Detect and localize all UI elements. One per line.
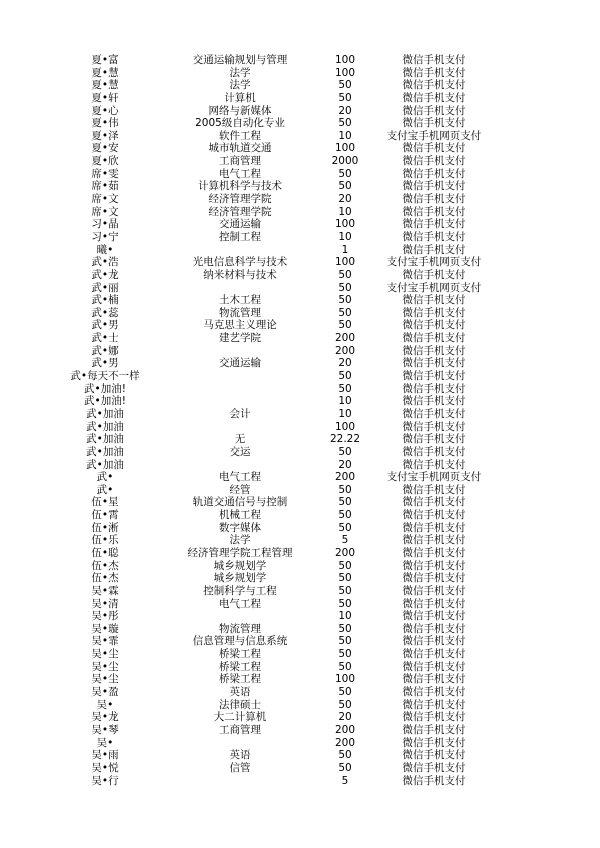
donor-name-cell: 伍•杰 <box>91 572 119 585</box>
major-cell: 城市轨道交通 <box>208 142 272 155</box>
donor-name-cell: 夏•欣 <box>91 155 119 168</box>
amount-cell: 50 <box>338 167 352 180</box>
payment-method-cell: 微信手机支付 <box>402 774 466 787</box>
donor-name-cell: 夏•慧 <box>91 79 119 92</box>
donor-name-cell: 伍•杰 <box>91 559 119 572</box>
donor-name-cell: 夏•安 <box>91 142 119 155</box>
payment-method-cell: 微信手机支付 <box>402 483 466 496</box>
table-row <box>0 547 600 560</box>
major-cell: 信息管理与信息系统 <box>192 635 288 648</box>
donor-name-cell: 席•茹 <box>91 180 119 193</box>
payment-method-cell: 微信手机支付 <box>402 243 466 256</box>
payment-method-cell: 微信手机支付 <box>402 660 466 673</box>
amount-cell: 20 <box>338 711 352 724</box>
table-row <box>0 395 600 408</box>
payment-method-cell: 微信手机支付 <box>402 205 466 218</box>
major-cell: 法学 <box>229 66 251 79</box>
table-row <box>0 180 600 193</box>
payment-method-cell: 微信手机支付 <box>402 509 466 522</box>
table-row <box>0 307 600 320</box>
payment-method-cell: 微信手机支付 <box>402 584 466 597</box>
donor-name-cell: 武•娜 <box>91 344 119 357</box>
major-cell: 数字媒体 <box>219 521 261 534</box>
major-cell: 物流管理 <box>219 622 261 635</box>
major-cell: 光电信息科学与技术 <box>192 256 288 269</box>
major-cell: 法律硕士 <box>219 698 261 711</box>
donor-name-cell: 夏•慧 <box>91 66 119 79</box>
payment-method-cell: 支付宝手机网页支付 <box>386 471 482 484</box>
payment-method-cell: 微信手机支付 <box>402 117 466 130</box>
payment-method-cell: 微信手机支付 <box>402 698 466 711</box>
donor-name-cell: 曦• <box>96 243 114 256</box>
amount-cell: 50 <box>338 509 352 522</box>
amount-cell: 50 <box>338 370 352 383</box>
table-row <box>0 67 600 80</box>
table-row <box>0 673 600 686</box>
table-row <box>0 686 600 699</box>
amount-cell: 50 <box>338 559 352 572</box>
table-row <box>0 155 600 168</box>
amount-cell: 100 <box>334 673 356 686</box>
amount-cell: 100 <box>334 54 356 66</box>
table-row <box>0 585 600 598</box>
amount-cell: 20 <box>338 458 352 471</box>
payment-method-cell: 微信手机支付 <box>402 597 466 610</box>
donor-name-cell: 武• <box>96 471 114 484</box>
table-row <box>0 218 600 231</box>
amount-cell: 100 <box>334 218 356 231</box>
amount-cell: 5 <box>341 774 349 787</box>
table-row <box>0 484 600 497</box>
payment-method-cell: 微信手机支付 <box>402 749 466 762</box>
payment-method-cell: 微信手机支付 <box>402 155 466 168</box>
donor-name-cell: 吴•琴 <box>91 723 119 736</box>
amount-cell: 10 <box>338 395 352 408</box>
amount-cell: 50 <box>338 761 352 774</box>
table-row <box>0 572 600 585</box>
table-row <box>0 168 600 181</box>
amount-cell: 100 <box>334 420 356 433</box>
payment-method-cell: 微信手机支付 <box>402 218 466 231</box>
table-row <box>0 598 600 611</box>
major-cell: 软件工程 <box>219 129 261 142</box>
table-row <box>0 193 600 206</box>
major-cell: 马克思主义理论 <box>203 319 277 332</box>
payment-method-cell: 微信手机支付 <box>402 622 466 635</box>
amount-cell: 50 <box>338 749 352 762</box>
major-cell: 交通运输规划与管理 <box>192 54 288 66</box>
table-row <box>0 737 600 750</box>
amount-cell: 50 <box>338 686 352 699</box>
major-cell: 经管 <box>229 483 251 496</box>
table-row <box>0 383 600 396</box>
major-cell: 2005级自动化专业 <box>195 117 285 130</box>
table-row <box>0 357 600 370</box>
donor-name-cell: 夏•心 <box>91 104 119 117</box>
payment-method-cell: 微信手机支付 <box>402 496 466 509</box>
donor-name-cell: 武•加油 <box>86 433 124 446</box>
table-row <box>0 105 600 118</box>
donor-name-cell: 吴•霖 <box>91 584 119 597</box>
payment-method-cell: 微信手机支付 <box>402 79 466 92</box>
major-cell: 会计 <box>229 407 251 420</box>
payment-method-cell: 微信手机支付 <box>402 370 466 383</box>
major-cell: 城乡规划学 <box>213 559 267 572</box>
payment-method-cell: 微信手机支付 <box>402 382 466 395</box>
donor-name-cell: 伍•淅 <box>91 521 119 534</box>
amount-cell: 50 <box>338 648 352 661</box>
table-row <box>0 92 600 105</box>
table-row <box>0 446 600 459</box>
donor-name-cell: 夏•伟 <box>91 117 119 130</box>
payment-method-cell: 微信手机支付 <box>402 673 466 686</box>
major-cell: 信管 <box>229 761 251 774</box>
donor-name-cell: 习•晶 <box>91 218 119 231</box>
donor-name-cell: 吴•彤 <box>91 610 119 623</box>
major-cell: 桥梁工程 <box>219 673 261 686</box>
payment-method-cell: 微信手机支付 <box>402 104 466 117</box>
amount-cell: 50 <box>338 79 352 92</box>
table-row <box>0 560 600 573</box>
table-row <box>0 775 600 788</box>
table-row <box>0 319 600 332</box>
table-row <box>0 54 600 67</box>
payment-method-cell: 微信手机支付 <box>402 521 466 534</box>
donor-name-cell: 武•士 <box>91 332 119 345</box>
payment-method-cell: 微信手机支付 <box>402 420 466 433</box>
payment-method-cell: 微信手机支付 <box>402 344 466 357</box>
table-row <box>0 749 600 762</box>
payment-method-cell: 微信手机支付 <box>402 711 466 724</box>
payment-method-cell: 微信手机支付 <box>402 445 466 458</box>
donor-name-cell: 武•加油 <box>86 407 124 420</box>
donor-name-cell: 武• <box>96 483 114 496</box>
donor-name-cell: 吴•尘 <box>91 660 119 673</box>
payment-method-cell: 微信手机支付 <box>402 142 466 155</box>
amount-cell: 5 <box>341 534 349 547</box>
donor-name-cell: 伍•聪 <box>91 546 119 559</box>
amount-cell: 20 <box>338 357 352 370</box>
major-cell: 建艺学院 <box>219 332 261 345</box>
payment-method-cell: 微信手机支付 <box>402 686 466 699</box>
amount-cell: 200 <box>334 344 356 357</box>
payment-method-cell: 微信手机支付 <box>402 458 466 471</box>
payment-method-cell: 微信手机支付 <box>402 357 466 370</box>
donor-name-cell: 武•浩 <box>91 256 119 269</box>
amount-cell: 50 <box>338 597 352 610</box>
amount-cell: 22.22 <box>329 433 361 446</box>
amount-cell: 50 <box>338 584 352 597</box>
donor-name-cell: 武•蕊 <box>91 306 119 319</box>
donor-name-cell: 武•男 <box>91 357 119 370</box>
payment-method-cell: 微信手机支付 <box>402 230 466 243</box>
payment-method-cell: 微信手机支付 <box>402 332 466 345</box>
payment-method-cell: 微信手机支付 <box>402 572 466 585</box>
payment-method-cell: 微信手机支付 <box>402 736 466 749</box>
amount-cell: 50 <box>338 483 352 496</box>
donor-name-cell: 夏•泽 <box>91 129 119 142</box>
payment-method-cell: 微信手机支付 <box>402 534 466 547</box>
major-cell: 轨道交通信号与控制 <box>192 496 288 509</box>
amount-cell: 50 <box>338 445 352 458</box>
major-cell: 网络与新媒体 <box>208 104 272 117</box>
major-cell: 计算机科学与技术 <box>198 180 282 193</box>
table-row <box>0 294 600 307</box>
amount-cell: 200 <box>334 471 356 484</box>
major-cell: 计算机 <box>224 91 256 104</box>
table-row <box>0 724 600 737</box>
amount-cell: 50 <box>338 382 352 395</box>
major-cell: 工商管理 <box>219 155 261 168</box>
major-cell: 控制科学与工程 <box>203 584 277 597</box>
donor-name-cell: 武•加油 <box>86 445 124 458</box>
major-cell: 电气工程 <box>219 597 261 610</box>
major-cell: 大二计算机 <box>213 711 267 724</box>
table-row <box>0 130 600 143</box>
table-row <box>0 332 600 345</box>
table-row <box>0 282 600 295</box>
donor-name-cell: 吴•悦 <box>91 761 119 774</box>
amount-cell: 50 <box>338 635 352 648</box>
major-cell: 英语 <box>229 686 251 699</box>
major-cell: 物流管理 <box>219 306 261 319</box>
amount-cell: 20 <box>338 104 352 117</box>
table-row <box>0 408 600 421</box>
payment-method-cell: 微信手机支付 <box>402 433 466 446</box>
donor-name-cell: 夏•轩 <box>91 91 119 104</box>
donor-name-cell: 武•加油 <box>86 420 124 433</box>
major-cell: 控制工程 <box>219 230 261 243</box>
amount-cell: 50 <box>338 319 352 332</box>
major-cell: 法学 <box>229 79 251 92</box>
amount-cell: 50 <box>338 660 352 673</box>
major-cell: 英语 <box>229 749 251 762</box>
donor-name-cell: 武•加油 <box>86 458 124 471</box>
payment-method-cell: 支付宝手机网页支付 <box>386 281 482 294</box>
donor-name-cell: 吴•盈 <box>91 686 119 699</box>
donor-name-cell: 武•加油! <box>84 382 126 395</box>
major-cell: 法学 <box>229 534 251 547</box>
table-row <box>0 117 600 130</box>
donor-name-cell: 武•每天不一样 <box>70 370 140 383</box>
amount-cell: 50 <box>338 268 352 281</box>
major-cell: 纳米材料与技术 <box>203 268 277 281</box>
table-row <box>0 471 600 484</box>
major-cell: 机械工程 <box>219 509 261 522</box>
donor-name-cell: 伍•霄 <box>91 509 119 522</box>
payment-method-cell: 微信手机支付 <box>402 559 466 572</box>
donor-name-cell: 夏•富 <box>91 54 119 66</box>
amount-cell: 50 <box>338 117 352 130</box>
table-row <box>0 256 600 269</box>
payment-method-cell: 微信手机支付 <box>402 635 466 648</box>
payment-method-cell: 微信手机支付 <box>402 723 466 736</box>
table-row <box>0 269 600 282</box>
table-row <box>0 433 600 446</box>
payment-method-cell: 微信手机支付 <box>402 610 466 623</box>
amount-cell: 50 <box>338 698 352 711</box>
amount-cell: 10 <box>338 407 352 420</box>
payment-method-cell: 微信手机支付 <box>402 761 466 774</box>
payment-method-cell: 微信手机支付 <box>402 546 466 559</box>
major-cell: 经济管理学院 <box>208 193 272 206</box>
donor-name-cell: 武•龙 <box>91 268 119 281</box>
major-cell: 工商管理 <box>219 723 261 736</box>
table-row <box>0 231 600 244</box>
payment-method-cell: 支付宝手机网页支付 <box>386 129 482 142</box>
amount-cell: 200 <box>334 546 356 559</box>
amount-cell: 200 <box>334 736 356 749</box>
payment-method-cell: 支付宝手机网页支付 <box>386 256 482 269</box>
amount-cell: 10 <box>338 610 352 623</box>
amount-cell: 10 <box>338 205 352 218</box>
payment-method-cell: 微信手机支付 <box>402 294 466 307</box>
amount-cell: 10 <box>338 230 352 243</box>
donor-name-cell: 吴• <box>96 736 114 749</box>
table-row <box>0 610 600 623</box>
payment-method-cell: 微信手机支付 <box>402 180 466 193</box>
table-row <box>0 534 600 547</box>
payment-method-cell: 微信手机支付 <box>402 395 466 408</box>
donor-name-cell: 吴•尘 <box>91 648 119 661</box>
major-cell: 经济管理学院工程管理 <box>187 546 293 559</box>
table-row <box>0 509 600 522</box>
table-row <box>0 522 600 535</box>
amount-cell: 100 <box>334 256 356 269</box>
amount-cell: 200 <box>334 723 356 736</box>
payment-method-cell: 微信手机支付 <box>402 268 466 281</box>
amount-cell: 50 <box>338 281 352 294</box>
table-row <box>0 699 600 712</box>
donor-name-cell: 吴•清 <box>91 597 119 610</box>
payment-method-cell: 微信手机支付 <box>402 193 466 206</box>
amount-cell: 50 <box>338 622 352 635</box>
table-row <box>0 79 600 92</box>
major-cell: 城乡规划学 <box>213 572 267 585</box>
major-cell: 桥梁工程 <box>219 648 261 661</box>
amount-cell: 10 <box>338 129 352 142</box>
table-row <box>0 206 600 219</box>
donor-name-cell: 吴• <box>96 698 114 711</box>
donor-name-cell: 伍•星 <box>91 496 119 509</box>
major-cell: 土木工程 <box>219 294 261 307</box>
table-row <box>0 244 600 257</box>
donor-name-cell: 伍•乐 <box>91 534 119 547</box>
amount-cell: 100 <box>334 142 356 155</box>
amount-cell: 50 <box>338 91 352 104</box>
payment-method-cell: 微信手机支付 <box>402 306 466 319</box>
donor-name-cell: 席•文 <box>91 205 119 218</box>
amount-cell: 50 <box>338 294 352 307</box>
table-row <box>0 345 600 358</box>
major-cell: 交运 <box>229 445 251 458</box>
table-row <box>0 623 600 636</box>
major-cell: 经济管理学院 <box>208 205 272 218</box>
table-row <box>0 421 600 434</box>
table-row <box>0 496 600 509</box>
major-cell: 桥梁工程 <box>219 660 261 673</box>
amount-cell: 1 <box>341 243 349 256</box>
amount-cell: 20 <box>338 193 352 206</box>
donor-name-cell: 吴•雨 <box>91 749 119 762</box>
amount-cell: 100 <box>334 66 356 79</box>
major-cell: 无 <box>234 433 246 446</box>
donor-name-cell: 武•丽 <box>91 281 119 294</box>
table-row <box>0 762 600 775</box>
donation-table <box>0 54 600 787</box>
donor-name-cell: 吴•霏 <box>91 635 119 648</box>
major-cell: 交通运输 <box>219 218 261 231</box>
amount-cell: 50 <box>338 521 352 534</box>
payment-method-cell: 微信手机支付 <box>402 648 466 661</box>
payment-method-cell: 微信手机支付 <box>402 66 466 79</box>
donor-name-cell: 吴•璇 <box>91 622 119 635</box>
table-row <box>0 648 600 661</box>
amount-cell: 200 <box>334 332 356 345</box>
donor-name-cell: 吴•尘 <box>91 673 119 686</box>
major-cell: 电气工程 <box>219 471 261 484</box>
payment-method-cell: 微信手机支付 <box>402 91 466 104</box>
donor-name-cell: 吴•龙 <box>91 711 119 724</box>
donor-name-cell: 武•楠 <box>91 294 119 307</box>
major-cell: 电气工程 <box>219 167 261 180</box>
amount-cell: 50 <box>338 496 352 509</box>
amount-cell: 50 <box>338 572 352 585</box>
payment-method-cell: 微信手机支付 <box>402 167 466 180</box>
table-row <box>0 661 600 674</box>
amount-cell: 50 <box>338 306 352 319</box>
major-cell: 交通运输 <box>219 357 261 370</box>
donor-name-cell: 武•加油! <box>84 395 126 408</box>
amount-cell: 50 <box>338 180 352 193</box>
payment-method-cell: 微信手机支付 <box>402 319 466 332</box>
payment-method-cell: 微信手机支付 <box>402 407 466 420</box>
donor-name-cell: 席•文 <box>91 193 119 206</box>
table-row <box>0 370 600 383</box>
table-row <box>0 459 600 472</box>
table-row <box>0 635 600 648</box>
donor-name-cell: 武•男 <box>91 319 119 332</box>
donor-name-cell: 习•宁 <box>91 230 119 243</box>
table-row <box>0 711 600 724</box>
payment-method-cell: 微信手机支付 <box>402 54 466 66</box>
donor-name-cell: 席•雯 <box>91 167 119 180</box>
amount-cell: 2000 <box>331 155 359 168</box>
table-row <box>0 142 600 155</box>
donor-name-cell: 吴•行 <box>91 774 119 787</box>
